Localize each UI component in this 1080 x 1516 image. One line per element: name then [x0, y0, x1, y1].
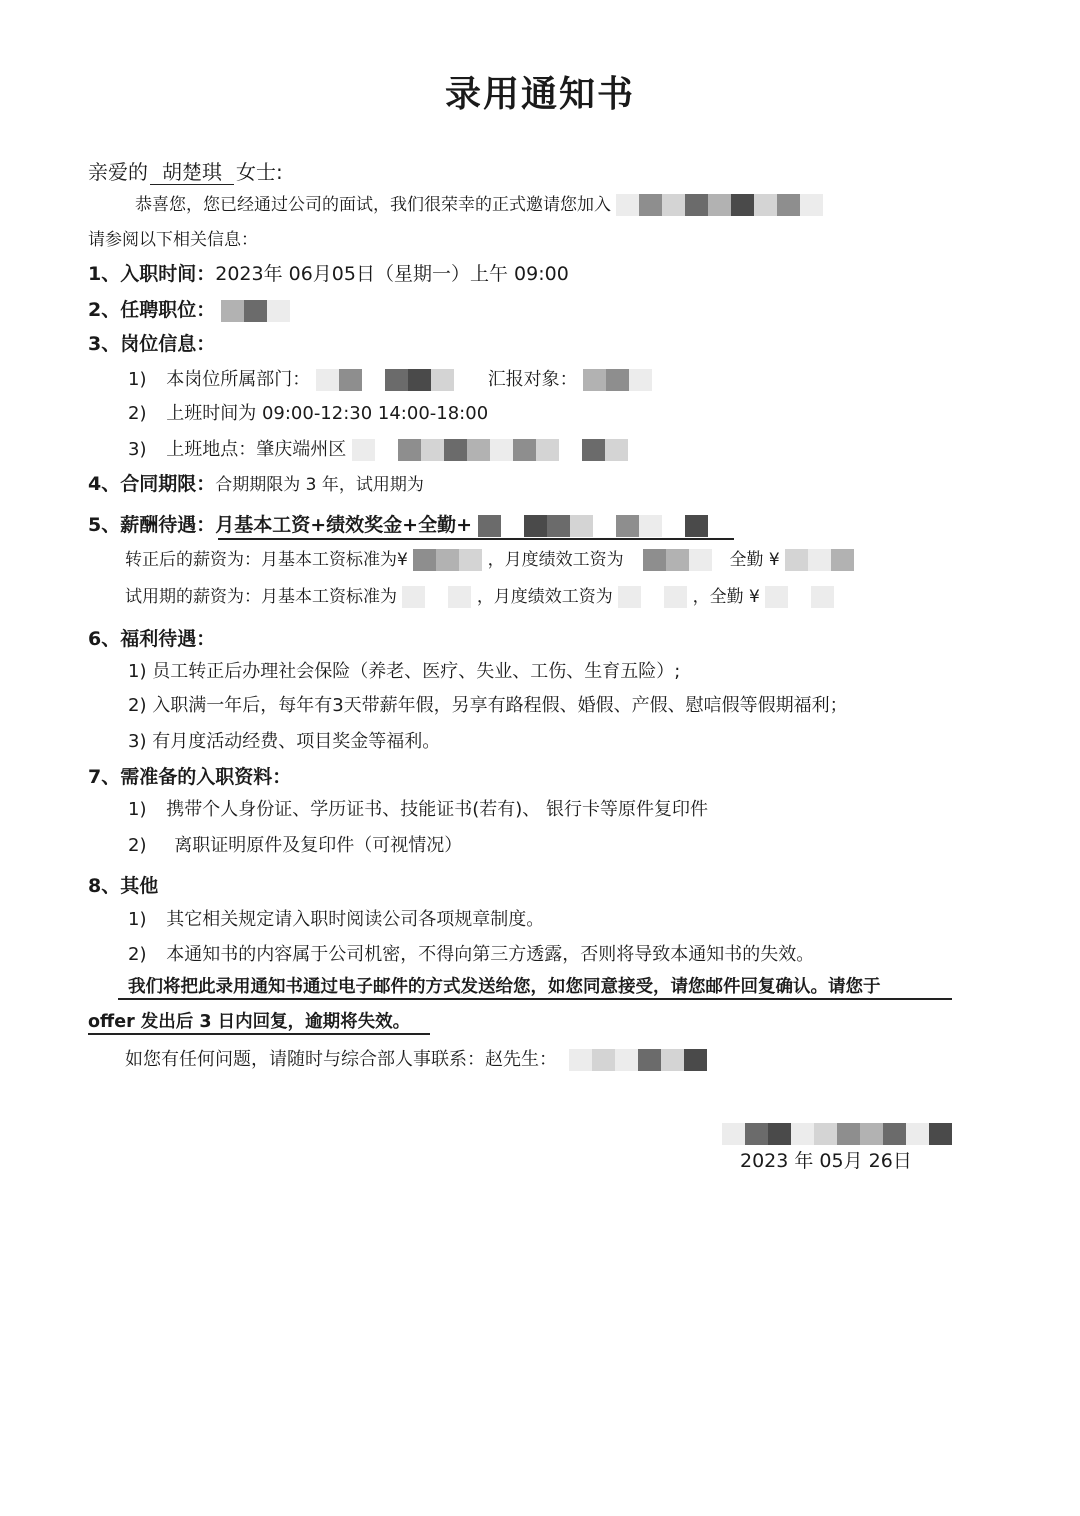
- salary-structure: 月基本工资+绩效奖金+全勤+: [215, 514, 472, 536]
- greeting-suffix: 女士:: [236, 160, 283, 184]
- item-number: 2): [128, 835, 147, 856]
- salary-probation: [125, 585, 834, 609]
- other-text: 其它相关规定请入职时阅读公司各项规章制度。: [166, 909, 545, 930]
- notice-underline-1: [118, 998, 952, 1000]
- notice-line-2: offer 发出后 3 日内回复，逾期将失效。: [88, 1012, 411, 1032]
- section-3-label: 3、岗位信息：: [88, 333, 216, 355]
- section-4: [88, 472, 424, 497]
- redacted-amount: [765, 586, 834, 608]
- contract-term: 合期期限为 3 年，试用期为: [215, 475, 424, 495]
- document-title: 录用通知书: [444, 74, 635, 115]
- section-1: [88, 262, 569, 286]
- section-2-label: 2、任聘职位：: [88, 299, 216, 321]
- documents-item-1: [128, 798, 708, 822]
- trial-perf-label: ，月度绩效工资为: [476, 587, 613, 607]
- redacted-company-signature: [722, 1122, 952, 1146]
- after-attendance-label: 全勤 ¥: [729, 550, 780, 570]
- notice-line-1: 我们将把此录用通知书通过电子邮件的方式发送给您，如您同意接受，请您邮件回复确认。请您于: [128, 977, 881, 997]
- benefit-item: 1) 员工转正后办理社会保险（养老、医疗、失业、工伤、生育五险）;: [128, 661, 681, 682]
- section-8-label: 8、其他: [88, 875, 159, 897]
- notice-underline-2: [88, 1033, 430, 1035]
- section-4-label: 4、合同期限：: [88, 473, 216, 495]
- contact-line: [125, 1048, 707, 1072]
- issue-date: 2023 年 05月 26日: [740, 1150, 912, 1172]
- recipient-name: 胡楚琪: [150, 160, 234, 185]
- report-label: 汇报对象：: [487, 369, 578, 390]
- redacted-report-to: [583, 369, 652, 391]
- redacted-salary-extra: [478, 515, 708, 537]
- redacted-amount: [618, 586, 687, 608]
- documents-text: 携带个人身份证、学历证书、技能证书(若有)、 银行卡等原件复印件: [166, 799, 708, 820]
- section-3-item-3: [128, 438, 628, 462]
- section-5: [88, 513, 708, 537]
- section-1-label: 1、入职时间：: [88, 263, 216, 285]
- greeting: [88, 160, 283, 185]
- redacted-amount: [402, 586, 471, 608]
- item-number: 1): [128, 799, 147, 820]
- redacted-company: [616, 194, 823, 216]
- redacted-department: [316, 369, 454, 391]
- item-number: 1): [128, 909, 147, 930]
- section-2: [88, 298, 313, 322]
- salary-after-probation: [125, 548, 854, 572]
- work-hours: 上班时间为 09:00-12:30 14:00-18:00: [166, 403, 489, 424]
- department-label: 本岗位所属部门：: [166, 369, 311, 390]
- start-date: 2023年 06月05日（星期一）上午 09:00: [215, 263, 569, 285]
- item-number: 1): [128, 369, 147, 390]
- after-base-label: 转正后的薪资为：月基本工资标准为¥: [125, 550, 408, 570]
- redacted-amount: [413, 549, 482, 571]
- redacted-phone: [569, 1049, 707, 1071]
- section-3-item-1: [128, 368, 652, 392]
- other-text: 本通知书的内容属于公司机密，不得向第三方透露，否则将导致本通知书的失效。: [166, 944, 815, 965]
- section-5-label: 5、薪酬待遇：: [88, 514, 216, 536]
- section-7-label: 7、需准备的入职资料：: [88, 766, 292, 788]
- greeting-prefix: 亲爱的: [88, 160, 148, 184]
- section-3-item-2: [128, 402, 488, 426]
- after-perf-label: ，月度绩效工资为: [487, 550, 624, 570]
- section-6-label: 6、福利待遇：: [88, 628, 216, 650]
- redacted-address: [352, 439, 628, 461]
- salary-underline: [218, 538, 734, 540]
- other-item-1: [128, 908, 544, 932]
- item-number: 3): [128, 439, 147, 460]
- other-item-2: [128, 943, 814, 967]
- trial-attendance-label: ，全勤 ¥: [692, 587, 760, 607]
- item-number: 2): [128, 944, 147, 965]
- item-number: 2): [128, 403, 147, 424]
- redacted-amount: [785, 549, 854, 571]
- trial-base-label: 试用期的薪资为：月基本工资标准为: [125, 587, 397, 607]
- intro-line: [135, 193, 823, 217]
- contact-text: 如您有任何问题，请随时与综合部人事联系：赵先生：: [125, 1049, 557, 1070]
- refer-line: 请参阅以下相关信息：: [88, 230, 258, 250]
- redacted-position: [221, 300, 313, 322]
- benefit-item: 2) 入职满一年后，每年有3天带薪年假，另享有路程假、婚假、产假、慰唁假等假期福利；: [128, 695, 848, 716]
- intro-text: 恭喜您，您已经通过公司的面试，我们很荣幸的正式邀请您加入: [135, 195, 611, 215]
- documents-text: 离职证明原件及复印件（可视情况）: [174, 835, 463, 856]
- work-location-label: 上班地点：肇庆端州区: [166, 439, 347, 460]
- benefit-item: 3) 有月度活动经费、项目奖金等福利。: [128, 731, 441, 752]
- documents-item-2: [128, 834, 462, 858]
- redacted-amount: [643, 549, 712, 571]
